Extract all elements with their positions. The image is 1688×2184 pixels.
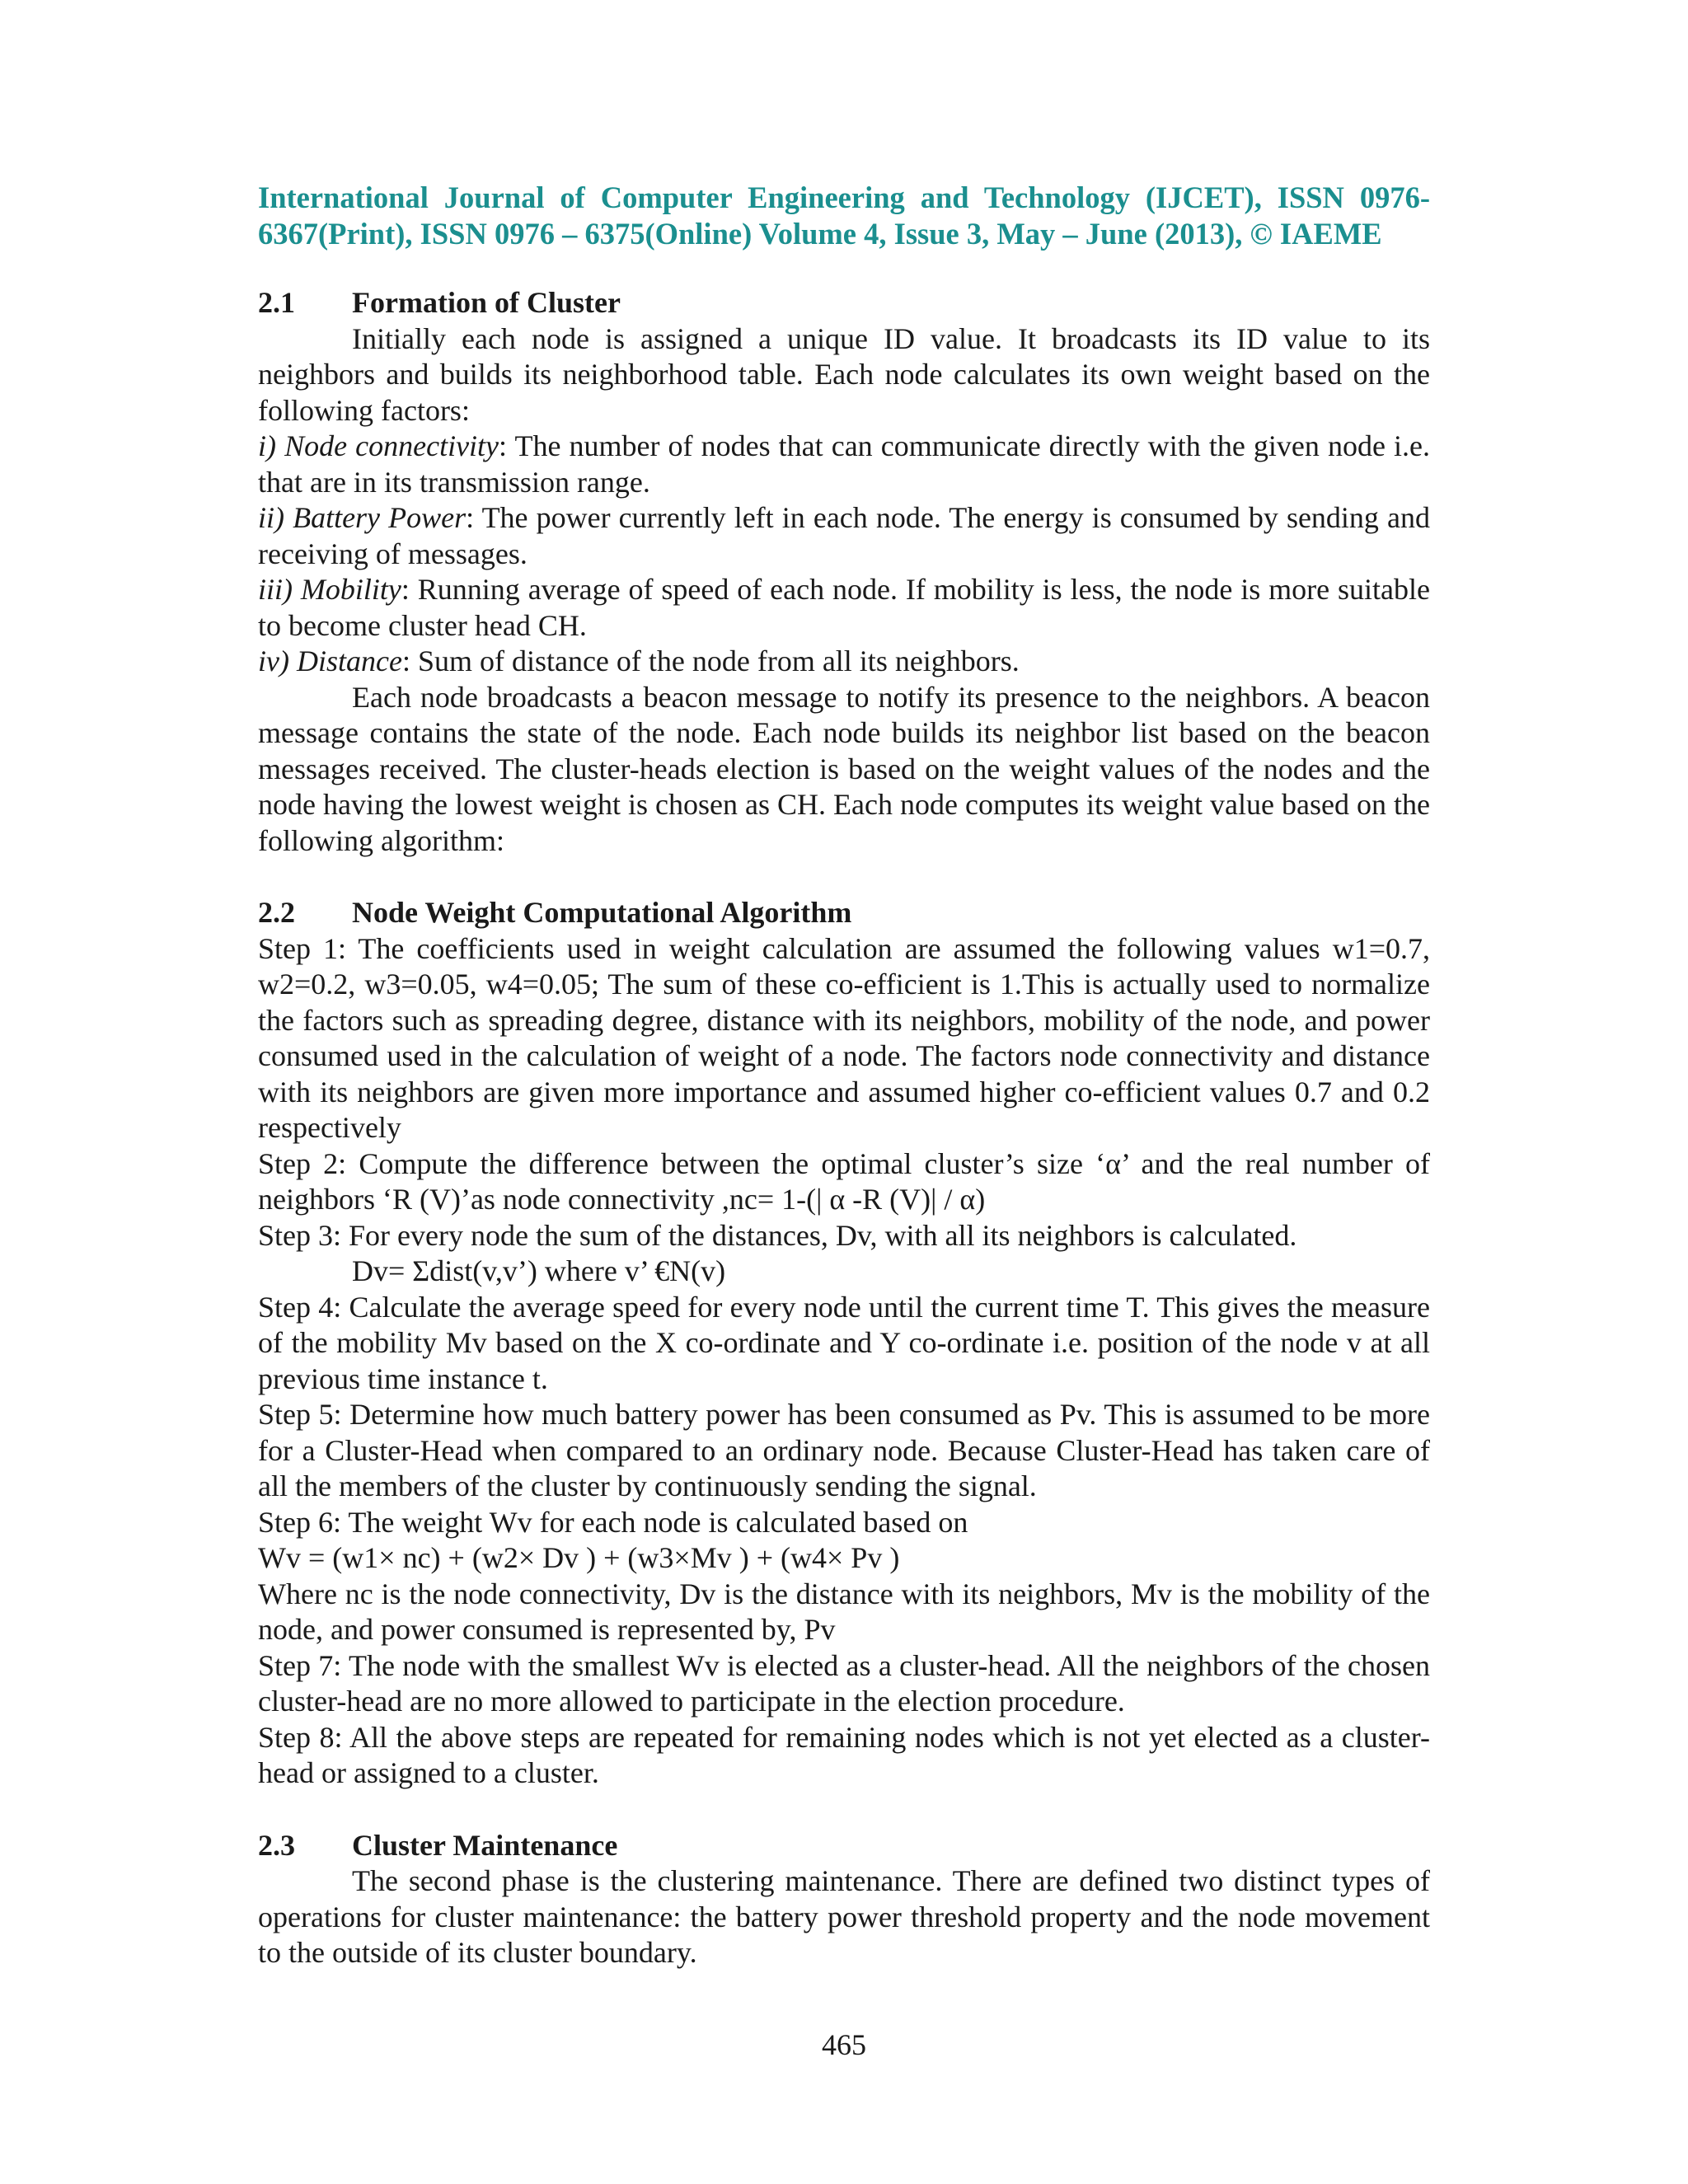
algorithm-step-3: Step 3: For every node the sum of the distances, Dv, with all its neighbors is calculated.	[258, 1218, 1297, 1252]
algorithm-step-2: Step 2: Compute the difference between the optimal cluster’s size ‘α’ and the real number of neighbors ‘R (V)’as node connectivity ,nc= 1-(| α -R (V)| / α)	[258, 1146, 1430, 1216]
factor-text: : The power currently left in each node. The energy is consumed by sending and receiving of messages.	[258, 501, 1430, 570]
section-title: Cluster Maintenance	[352, 1828, 618, 1862]
weight-equation-where: Where nc is the node connectivity, Dv is the distance with its neighbors, Mv is the mobility of the node, and power consumed is represented by, Pv	[258, 1577, 1430, 1646]
algorithm-step-6: Step 6: The weight Wv for each node is calculated based on	[258, 1505, 968, 1539]
spacer	[258, 859, 1430, 895]
algorithm-step-4: Step 4: Calculate the average speed for every node until the current time T. This gives the measure of the mobility Mv based on the X co-ordinate and Y co-ordinate i.e. position of the node v at all previous time instance t.	[258, 1290, 1430, 1395]
algorithm-step-5: Step 5: Determine how much battery power has been consumed as Pv. This is assumed to be more for a Cluster-Head when compared to an ordinary node. Because Cluster-Head has taken care of all the members of the cluster by continuously sending the signal.	[258, 1398, 1430, 1502]
maintenance-paragraph: The second phase is the clustering maintenance. There are defined two distinct types of operations for cluster maintenance: the battery power threshold property and the node movement to the outside of its cluster boundary.	[258, 1864, 1430, 1969]
section-title: Formation of Cluster	[352, 286, 621, 319]
factor-label: ii) Battery Power	[258, 501, 467, 534]
formation-intro: Initially each node is assigned a unique ID value. It broadcasts its ID value to its neighbors and builds its neighborhood table. Each node calculates its own weight based on the following factors:	[258, 321, 1430, 427]
section-number: 2.2	[258, 896, 295, 929]
step-3-equation: Dv= Σdist(v,v’) where v’ €N(v)	[352, 1254, 726, 1287]
algorithm-step-1: Step 1: The coefficients used in weight calculation are assumed the following values w1=0.7, w2=0.2, w3=0.05, w4=0.05; The sum of these co-efficient is 1.This is actually used to normalize the factors such as spreading degree, distance with its neighbors, mobility of the node, and power consumed used in the calculation of weight of a node. The factors node connectivity and distance with its neighbors are given more importance and assumed higher co-efficient values 0.7 and 0.2 respectively	[258, 931, 1430, 1144]
factor-text: : Running average of speed of each node. If mobility is less, the node is more suitable to become cluster head CH.	[258, 573, 1431, 642]
beacon-paragraph: Each node broadcasts a beacon message to notify its presence to the neighbors. A beacon message contains the state of the node. Each node builds its neighbor list based on the beacon messages received. The cluster-heads election is based on the weight values of the nodes and the node having the lowest weight is chosen as CH. Each node computes its weight value based on the following algorithm:	[258, 680, 1430, 857]
factor-mobility	[258, 572, 1430, 644]
factor-text: : Sum of distance of the node from all its neighbors.	[401, 644, 1020, 677]
factor-label: i) Node connectivity	[258, 429, 499, 462]
factor-node-connectivity	[258, 429, 1430, 500]
section-title: Node Weight Computational Algorithm	[352, 896, 852, 929]
algorithm-step-8: Step 8: All the above steps are repeated for remaining nodes which is not yet elected as a cluster-head or assigned to a cluster.	[258, 1720, 1430, 1789]
factor-label: iv) Distance	[258, 644, 402, 677]
factor-text: : The number of nodes that can communicate directly with the given node i.e. that are in its transmission range.	[258, 429, 1430, 499]
section-2-3-heading	[258, 1828, 1430, 1864]
algorithm-step-7: Step 7: The node with the smallest Wv is elected as a cluster-head. All the neighbors of the chosen cluster-head are no more allowed to participate in the election procedure.	[258, 1648, 1430, 1718]
section-number: 2.1	[258, 286, 295, 319]
section-2-1-heading	[258, 285, 1430, 321]
section-2-2-heading	[258, 895, 1430, 931]
factor-battery-power	[258, 500, 1430, 572]
journal-header: International Journal of Computer Engineering and Technology (IJCET), ISSN 0976-6367(Print), ISSN 0976 – 6375(Online) Volume 4, Issue 3, May – June (2013), © IAEME	[258, 180, 1430, 251]
page-content	[258, 180, 1430, 1971]
spacer	[258, 1792, 1430, 1828]
factor-distance	[258, 644, 1430, 680]
factor-label: iii) Mobility	[258, 573, 401, 606]
page-number: 465	[822, 2028, 866, 2061]
weight-equation: Wv = (w1× nc) + (w2× Dv ) + (w3×Mv ) + (w4× Pv )	[258, 1541, 900, 1574]
section-number: 2.3	[258, 1828, 295, 1862]
